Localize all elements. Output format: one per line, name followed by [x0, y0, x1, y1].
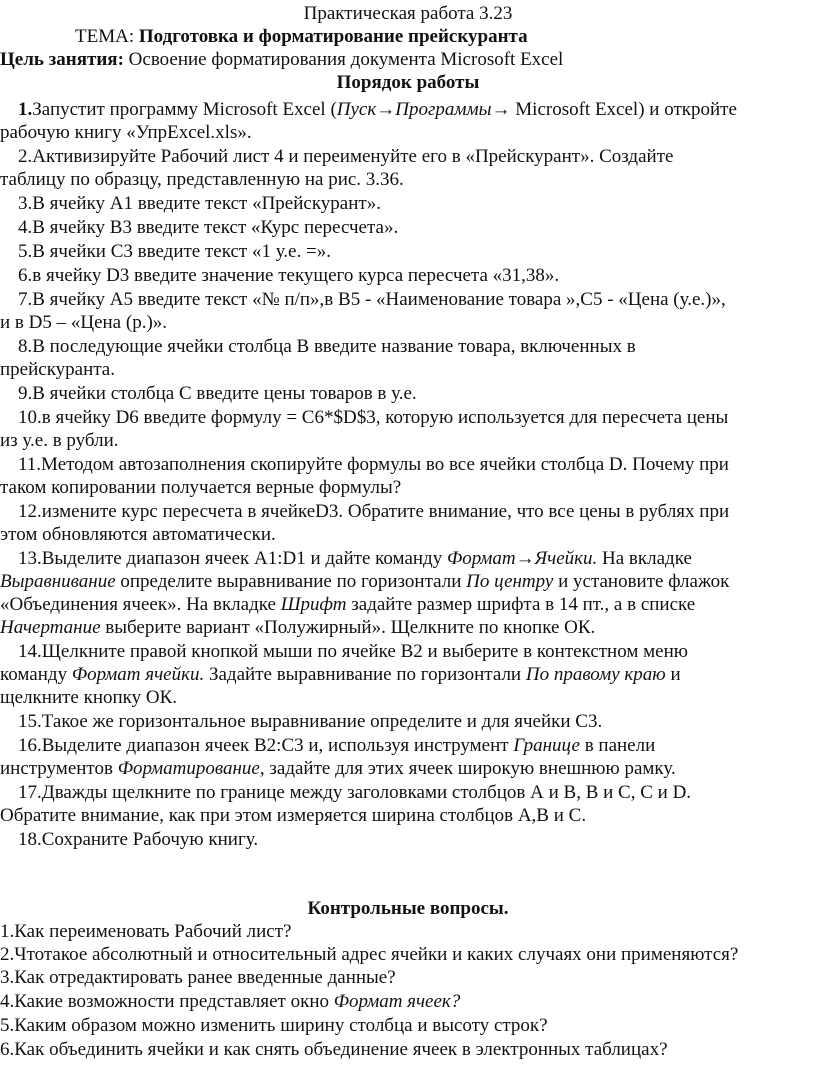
question-4-text: 4.Какие возможности представляет окно: [0, 991, 334, 1012]
step-3: 3.В ячейку А1 введите текст «Прейскурант».: [18, 193, 381, 214]
step-13-text-4b: выберите вариант «Полужирный». Щелкните по кнопке ОК.: [100, 617, 596, 638]
question-1: 1.Как переименовать Рабочий лист?: [0, 921, 292, 942]
step-16-text-2a: инструментов: [0, 758, 118, 779]
step-8-line-1: 8.В последующие ячейки столбца В введите название товара, включенных в: [18, 336, 636, 357]
step-14-format-cell: Формат ячейки.: [71, 664, 205, 685]
step-10-line-1: 10.в ячейку D6 введите формулу = С6*$D$3, которую используется для пересчета цены: [18, 407, 729, 428]
step-2-line-2: таблицу по образцу, представленную на рис. 3.36.: [0, 169, 404, 190]
step-15: 15.Такое же горизонтальное выравнивание определите и для ячейки С3.: [18, 711, 603, 732]
step-13-text-c: На вкладке: [597, 548, 692, 569]
step-14-text-2c: Задайте выравнивание по горизонтали: [204, 664, 526, 685]
step-13-tab-alignment: Выравнивание: [0, 571, 116, 592]
step-4: 4.В ячейку В3 введите текст «Курс пересчета».: [18, 217, 399, 238]
step-5: 5.В ячейки С3 введите текст «1 у.е. =».: [18, 241, 331, 262]
step-1-line-2: рабочую книгу «УпрExcel.xls».: [0, 122, 252, 143]
step-14-line-3: щелкните кнопку ОК.: [0, 687, 178, 708]
question-2: 2.Чтотакое абсолютный и относительный адрес ячейки и каких случаях они применяются?: [0, 944, 739, 965]
step-14-line-2: [0, 663, 816, 686]
topic-label: ТЕМА:: [75, 26, 139, 47]
step-13-tab-font: Шрифт: [280, 594, 347, 615]
step-1-text-a: Запустит программу Microsoft Excel (: [32, 99, 337, 120]
goal-line: [0, 48, 816, 71]
step-16-formatting-toolbar: Форматирование,: [117, 758, 265, 779]
step-14-text-2a: команду: [0, 664, 72, 685]
topic-line: [0, 25, 816, 48]
step-13-line-3: [0, 593, 816, 616]
goal-value: Освоение форматирования документа Microsoft Excel: [128, 49, 564, 70]
step-13-text-2b: определите выравнивание по горизонтали: [115, 571, 467, 592]
topic-value: Подготовка и форматирование прейскуранта: [138, 26, 528, 47]
step-13-menu-path: Формат→Ячейки.: [446, 548, 598, 569]
step-9: 9.В ячейки столбца С введите цены товаров в у.е.: [18, 383, 417, 404]
question-3: 3.Как отредактировать ранее введенные данные?: [0, 967, 396, 988]
step-14-line-1: 14.Щелкните правой кнопкой мыши по ячейке В2 и выберите в контекстном меню: [18, 641, 688, 662]
step-12-line-1: 12.измените курс пересчета в ячейкеD3. Обратите внимание, что все цены в рублях при: [18, 501, 730, 522]
step-14-text-2e: и: [665, 664, 681, 685]
step-1-line-1: [0, 98, 816, 121]
step-13-line-4: [0, 616, 816, 639]
step-10-line-2: из у.е. в рубли.: [0, 430, 119, 451]
step-1-menu-path: Пуск→Программы→: [336, 99, 511, 120]
step-16-line-1: [0, 734, 816, 757]
step-7-line-1: 7.В ячейку А5 введите текст «№ п/п»,в В5 - «Наименование товара »,С5 - «Цена (у.е.)»,: [18, 289, 726, 310]
question-4: [0, 990, 816, 1013]
goal-label: Цель занятия:: [0, 49, 129, 70]
step-13-text-a: 13.Выделите диапазон ячеек А1:D1 и дайте команду: [18, 548, 447, 569]
step-13-center-option: По центру: [466, 571, 554, 592]
step-13-line-1: [0, 547, 816, 570]
step-11-line-2: таком копировании получается верные формулы?: [0, 477, 402, 498]
step-16-text-2c: задайте для этих ячеек широкую внешнюю рамку.: [264, 758, 676, 779]
step-16-text-c: в панели: [579, 735, 656, 756]
step-17-line-1: 17.Дважды щелкните по границе между заголовками столбцов А и В, В и С, С и D.: [18, 782, 692, 803]
step-8-line-2: прейскуранта.: [0, 359, 115, 380]
step-13-text-3c: задайте размер шрифта в 14 пт., а в списке: [346, 594, 696, 615]
step-6: 6.в ячейку D3 введите значение текущего курса пересчета «31,38».: [18, 265, 560, 286]
step-13-text-2d: и установите флажок: [553, 571, 730, 592]
step-1-text-c: Microsoft Excel) и откройте: [510, 99, 737, 120]
step-16-line-2: [0, 757, 816, 780]
step-14-right-align: По правому краю: [525, 664, 666, 685]
question-5: 5.Каким образом можно изменить ширину столбца и высоту строк?: [0, 1015, 548, 1036]
page-title: Практическая работа 3.23: [303, 3, 513, 24]
step-13-text-3a: «Объединения ячеек». На вкладке: [0, 594, 281, 615]
step-16-border-tool: Границе: [513, 735, 580, 756]
step-1-number: 1.: [18, 99, 33, 120]
procedure-heading: Порядок работы: [336, 72, 480, 93]
step-13-line-2: [0, 570, 816, 593]
step-18: 18.Сохраните Рабочую книгу.: [18, 829, 259, 850]
questions-heading: Контрольные вопросы.: [307, 898, 509, 919]
question-6: 6.Как объединить ячейки и как снять объединение ячеек в электронных таблицах?: [0, 1039, 668, 1060]
step-2-line-1: 2.Активизируйте Рабочий лист 4 и переименуйте его в «Прейскурант». Создайте: [18, 146, 674, 167]
step-7-line-2: и в D5 – «Цена (р.)».: [0, 312, 168, 333]
step-12-line-2: этом обновляются автоматически.: [0, 524, 276, 545]
step-16-text-a: 16.Выделите диапазон ячеек В2:С3 и, используя инструмент: [18, 735, 514, 756]
step-17-line-2: Обратите внимание, как при этом измеряется ширина столбцов А,В и С.: [0, 805, 587, 826]
question-4-format-cells: Формат ячеек?: [333, 991, 461, 1012]
step-11-line-1: 11.Методом автозаполнения скопируйте формулы во все ячейки столбца D. Почему при: [18, 454, 729, 475]
step-13-style-list: Начертание: [0, 617, 101, 638]
